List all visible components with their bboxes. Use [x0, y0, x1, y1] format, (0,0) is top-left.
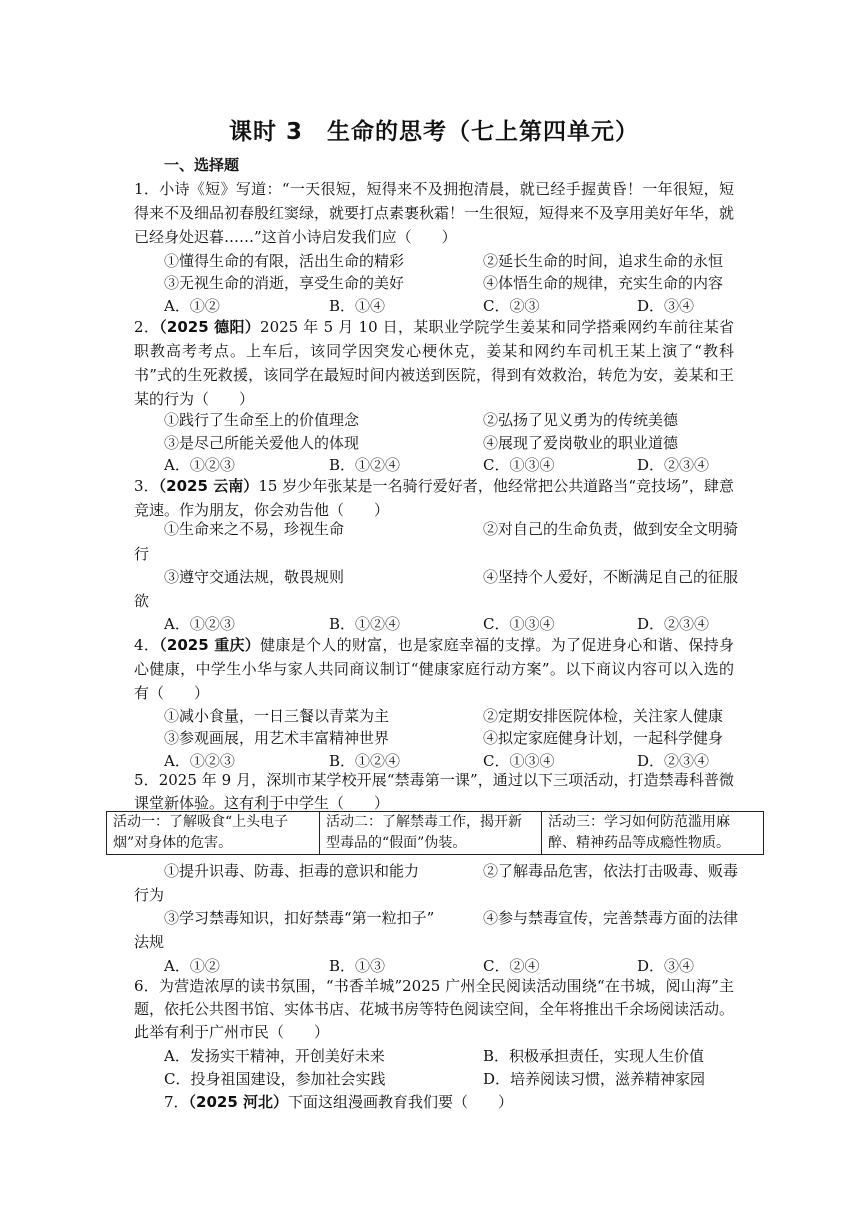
q6-option-b[interactable]: B．积极承担责任，实现人生价值 [483, 1047, 705, 1065]
q3-statement-4-wrap: 欲 [134, 592, 150, 610]
q4-text: 健康是个人的财富，也是家庭幸福的支撑。为了促进身心和谐、保持身心健康，中学生小华与家人共同商议制订“健康家庭行动方案”。以下商议内容可以入选的有（ ） [134, 636, 734, 702]
q1-option-d[interactable]: D．③④ [637, 297, 695, 315]
q1-option-b[interactable]: B．①④ [329, 297, 386, 315]
q2-statement-4: ④展现了爱岗敬业的职业道德 [483, 434, 679, 452]
q1-statement-3: ③无视生命的消逝，享受生命的美好 [164, 274, 405, 292]
q2-option-c[interactable]: C．①③④ [483, 456, 555, 474]
q1-statement-1: ①懂得生命的有限，活出生命的精彩 [164, 252, 405, 270]
q4-statement-4: ④拟定家庭健身计划，一起科学健身 [483, 729, 724, 747]
q6-option-d[interactable]: D．培养阅读习惯，滋养精神家园 [483, 1070, 706, 1088]
q2-source-tag: （2025 德阳） [159, 318, 261, 336]
q1-statement-4: ④体悟生命的规律，充实生命的内容 [483, 274, 724, 292]
q4-option-c[interactable]: C．①③④ [483, 752, 555, 770]
activity-2-cell [319, 812, 541, 854]
q5-option-b[interactable]: B．①③ [329, 957, 386, 975]
q3-option-c[interactable]: C．①③④ [483, 615, 555, 633]
q3-statement-2-wrap: 行 [134, 545, 150, 563]
q4-statement-2: ②定期安排医院体检，关注家人健康 [483, 707, 724, 725]
q3-statement-2: ②对自己的生命负责，做到安全文明骑 [483, 520, 739, 538]
activity-2-text: 了解禁毒工作，揭开新型毒品的“假面”伪装。 [326, 814, 522, 851]
activity-1-label: 活动一： [113, 814, 169, 830]
q2-text: 2025 年 5 月 10 日，某职业学院学生姜某和同学搭乘网约车前往某省职教高考考点。上车后，该同学因突发心梗休克，姜某和网约车司机王某上演了“教科书”式的生死救援，该同学在最短时间内被送到医院，得到有效救治，转危为安，姜某和王某的行为（ ） [134, 318, 734, 408]
q2-option-d[interactable]: D．②③④ [637, 456, 710, 474]
q7-number: 7． [164, 1093, 189, 1111]
q1-statement-2: ②延长生命的时间，追求生命的永恒 [483, 252, 724, 270]
q4-statement-1: ①减小食量，一日三餐以青菜为主 [164, 707, 390, 725]
q3-option-b[interactable]: B．①②④ [329, 615, 401, 633]
q3-statement-1: ①生命来之不易，珍视生命 [164, 520, 345, 538]
q3-option-d[interactable]: D．②③④ [637, 615, 710, 633]
q5-statement-1: ①提升识毒、防毒、拒毒的意识和能力 [164, 862, 420, 880]
q7-source-tag: （2025 河北） [188, 1093, 289, 1111]
question-2-stem [134, 315, 734, 411]
activity-3-text: 学习如何防范滥用麻醉、精神药品等成瘾性物质。 [548, 814, 730, 851]
q3-option-a[interactable]: A．①②③ [164, 615, 235, 633]
q1-option-a[interactable]: A．①② [164, 297, 220, 315]
q4-number: 4． [134, 636, 160, 654]
q2-statement-3: ③是尽己所能关爱他人的体现 [164, 434, 360, 452]
q5-option-d[interactable]: D．③④ [637, 957, 695, 975]
question-4-stem [134, 633, 734, 705]
q4-statement-3: ③参观画展，用艺术丰富精神世界 [164, 729, 390, 747]
question-7-stem [164, 1091, 513, 1112]
activity-3-cell [541, 812, 763, 854]
activity-1-text: 了解吸食“上头电子烟”对身体的危害。 [113, 814, 289, 851]
q3-statement-4: ④坚持个人爱好，不断满足自己的征服 [483, 568, 739, 586]
activity-3-label: 活动三： [548, 814, 604, 830]
q2-option-a[interactable]: A．①②③ [164, 456, 235, 474]
q2-number: 2． [134, 318, 160, 336]
q2-option-b[interactable]: B．①②④ [329, 456, 401, 474]
q5-statement-3: ③学习禁毒知识，扣好禁毒“第一粒扣子” [164, 909, 435, 927]
q6-option-c[interactable]: C．投身祖国建设，参加社会实践 [164, 1070, 386, 1088]
q2-statement-1: ①践行了生命至上的价值理念 [164, 411, 360, 429]
q3-source-tag: （2025 云南） [158, 477, 259, 495]
question-6-stem: 6．为营造浓厚的读书氛围，“书香羊城”2025 广州全民阅读活动围绕“在书城，阅山海”主题，依托公共图书馆、实体书店、花城书房等特色阅读空间，全年将推出千余场阅读活动。此举有利于广州市民（ ） [134, 977, 735, 1041]
activity-table [106, 811, 764, 855]
q3-number: 3． [134, 477, 159, 495]
question-3-stem [134, 474, 734, 522]
page-title: 课时 3 生命的思考（七上第四单元） [228, 119, 639, 145]
q5-statement-2-wrap: 行为 [134, 886, 165, 904]
q7-text: 下面这组漫画教育我们要（ ） [288, 1093, 514, 1111]
q4-option-a[interactable]: A．①②③ [164, 752, 235, 770]
q5-statement-2: ②了解毒品危害，依法打击吸毒、贩毒 [483, 862, 739, 880]
q4-option-b[interactable]: B．①②④ [329, 752, 401, 770]
q5-statement-4: ④参与禁毒宣传，完善禁毒方面的法律 [483, 909, 739, 927]
q3-text: 15 岁少年张某是一名骑行爱好者，他经常把公共道路当“竞技场”，肆意竞速。作为朋友，你会劝告他（ ） [134, 477, 734, 519]
q4-option-d[interactable]: D．②③④ [637, 752, 710, 770]
q1-option-c[interactable]: C．②③ [483, 297, 540, 315]
q5-option-a[interactable]: A．①② [164, 957, 220, 975]
q4-source-tag: （2025 重庆） [159, 636, 261, 654]
activity-2-label: 活动二： [326, 814, 382, 830]
q3-statement-3: ③遵守交通法规，敬畏规则 [164, 568, 345, 586]
question-1-stem: 1．小诗《短》写道：“一天很短，短得来不及拥抱清晨，就已经手握黄昏！一年很短，短得来不及细品初春殷红窦绿，就要打点素裹秋霜！一生很短，短得来不及享用美好年华，就已经身处迟暮……”这首小诗启发我们应（ ） [134, 180, 735, 246]
q2-statement-2: ②弘扬了见义勇为的传统美德 [483, 411, 679, 429]
section-heading: 一、选择题 [164, 156, 240, 174]
activity-1-cell [107, 812, 319, 854]
q6-option-a[interactable]: A．发扬实干精神，开创美好未来 [164, 1047, 385, 1065]
question-5-stem: 5．2025 年 9 月，深圳市某学校开展“禁毒第一课”，通过以下三项活动，打造禁毒科普微课堂新体验。这有利于中学生（ ） [134, 771, 734, 812]
q5-option-c[interactable]: C．②④ [483, 957, 540, 975]
q5-statement-4-wrap: 法规 [134, 933, 165, 951]
